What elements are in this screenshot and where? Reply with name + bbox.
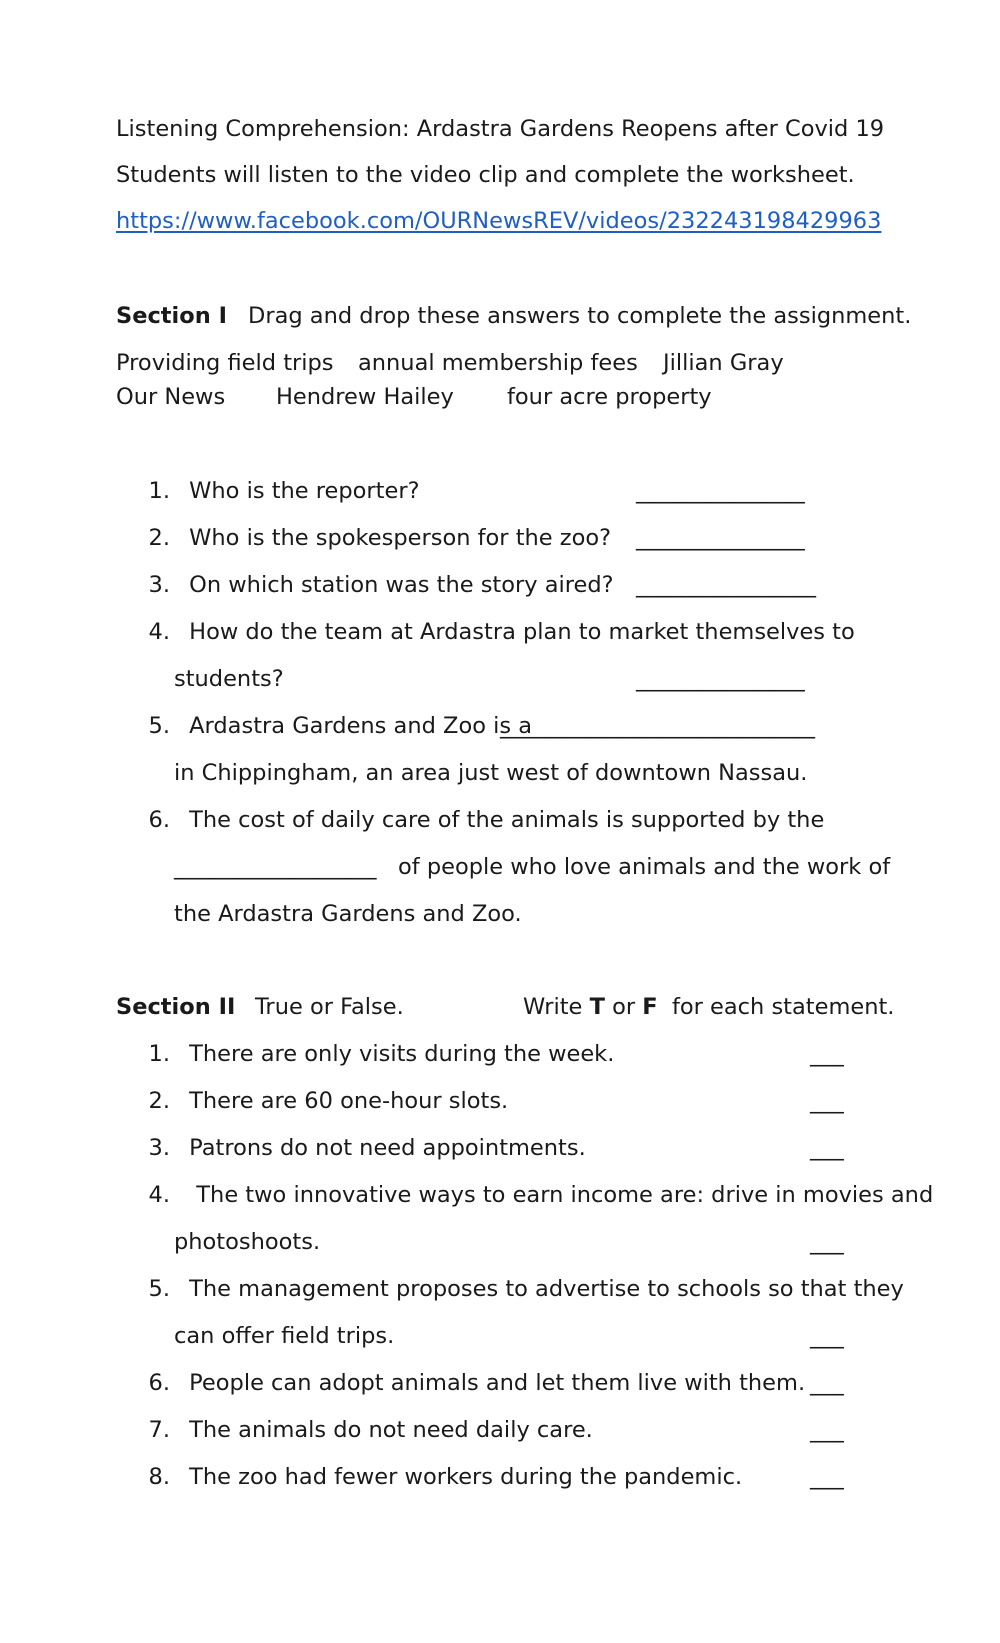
question-number: 2.: [148, 525, 170, 551]
question-text-continued: of people who love animals and the work of: [398, 854, 891, 880]
question-text: The cost of daily care of the animals is supported by the: [189, 807, 825, 833]
question-number: 4.: [148, 619, 170, 645]
answer-blank[interactable]: _______________: [636, 525, 805, 551]
question-text: Ardastra Gardens and Zoo is a: [189, 713, 533, 739]
question-4: [142, 621, 855, 644]
section-1-label: Section I: [116, 303, 227, 329]
statement-number: 2.: [148, 1088, 170, 1114]
section-2-instruction: True or False.: [255, 994, 404, 1020]
statement-number: 1.: [148, 1041, 170, 1067]
tf-blank[interactable]: ___: [810, 1464, 844, 1490]
statement-1: [142, 1043, 614, 1066]
question-1: [142, 480, 420, 503]
write-label: Write: [523, 994, 583, 1020]
question-text: On which station was the story aired?: [189, 572, 614, 598]
worksheet-instructions: Students will listen to the video clip and complete the worksheet.: [116, 162, 855, 188]
statement-number: 8.: [148, 1464, 170, 1490]
statement-text: The two innovative ways to earn income are: drive in movies and: [189, 1182, 934, 1208]
question-2: [142, 527, 611, 550]
statement-3: [142, 1137, 586, 1160]
tf-blank[interactable]: ___: [810, 1417, 844, 1443]
statement-5: [142, 1278, 904, 1301]
statement-text: The management proposes to advertise to schools so that they: [189, 1276, 904, 1302]
answer-blank[interactable]: ________________: [636, 572, 816, 598]
statement-number: 4.: [148, 1182, 170, 1208]
answer-blank[interactable]: _______________: [636, 478, 805, 504]
tf-blank[interactable]: ___: [810, 1370, 844, 1396]
or-label: or: [612, 994, 636, 1020]
answer-blank[interactable]: __________________: [174, 854, 377, 880]
statement-6: [142, 1372, 805, 1395]
statement-text: There are 60 one-hour slots.: [189, 1088, 509, 1114]
statement-text-continued: can offer field trips.: [174, 1323, 395, 1349]
question-text: Who is the reporter?: [189, 478, 420, 504]
for-each-label: for each statement.: [671, 994, 895, 1020]
statement-8: [142, 1466, 742, 1489]
tf-blank[interactable]: ___: [810, 1088, 844, 1114]
section-1-instruction: Drag and drop these answers to complete the assignment.: [248, 303, 912, 329]
statement-text: There are only visits during the week.: [189, 1041, 615, 1067]
question-number: 6.: [148, 807, 170, 833]
statement-number: 7.: [148, 1417, 170, 1443]
answer-chip[interactable]: Jillian Gray: [663, 350, 784, 376]
statement-2: [142, 1090, 508, 1113]
answer-chip[interactable]: Our News: [116, 384, 226, 410]
statement-text: The zoo had fewer workers during the pandemic.: [189, 1464, 743, 1490]
statement-text-continued: photoshoots.: [174, 1229, 321, 1255]
answer-blank[interactable]: ____________________________: [500, 713, 815, 739]
false-letter: F: [642, 994, 658, 1020]
question-number: 5.: [148, 713, 170, 739]
question-3: [142, 574, 614, 597]
question-number: 3.: [148, 572, 170, 598]
section-2-write-instruction: [523, 996, 894, 1019]
question-number: 1.: [148, 478, 170, 504]
video-link[interactable]: https://www.facebook.com/OURNewsREV/videos/232243198429963: [116, 208, 882, 234]
statement-text: The animals do not need daily care.: [189, 1417, 593, 1443]
question-text: How do the team at Ardastra plan to market themselves to: [189, 619, 855, 645]
answer-blank[interactable]: _______________: [636, 666, 805, 692]
tf-blank[interactable]: ___: [810, 1323, 844, 1349]
question-text-continued: the Ardastra Gardens and Zoo.: [174, 901, 522, 927]
question-text: Who is the spokesperson for the zoo?: [189, 525, 612, 551]
statement-number: 6.: [148, 1370, 170, 1396]
statement-number: 5.: [148, 1276, 170, 1302]
answer-chip[interactable]: Hendrew Hailey: [276, 384, 454, 410]
section-2-label: Section II: [116, 994, 236, 1020]
question-text-continued: students?: [174, 666, 284, 692]
tf-blank[interactable]: ___: [810, 1229, 844, 1255]
answer-chip[interactable]: Providing field trips: [116, 350, 334, 376]
statement-text: Patrons do not need appointments.: [189, 1135, 586, 1161]
statement-number: 3.: [148, 1135, 170, 1161]
statement-text: People can adopt animals and let them live with them.: [189, 1370, 806, 1396]
tf-blank[interactable]: ___: [810, 1041, 844, 1067]
worksheet-title: Listening Comprehension: Ardastra Gardens Reopens after Covid 19: [116, 116, 885, 142]
answer-chip[interactable]: four acre property: [507, 384, 712, 410]
question-6: [142, 809, 824, 832]
answer-chip[interactable]: annual membership fees: [358, 350, 638, 376]
statement-4: [142, 1184, 933, 1207]
true-letter: T: [589, 994, 605, 1020]
statement-7: [142, 1419, 593, 1442]
question-5: [142, 715, 532, 738]
question-text-continued: in Chippingham, an area just west of downtown Nassau.: [174, 760, 808, 786]
tf-blank[interactable]: ___: [810, 1135, 844, 1161]
